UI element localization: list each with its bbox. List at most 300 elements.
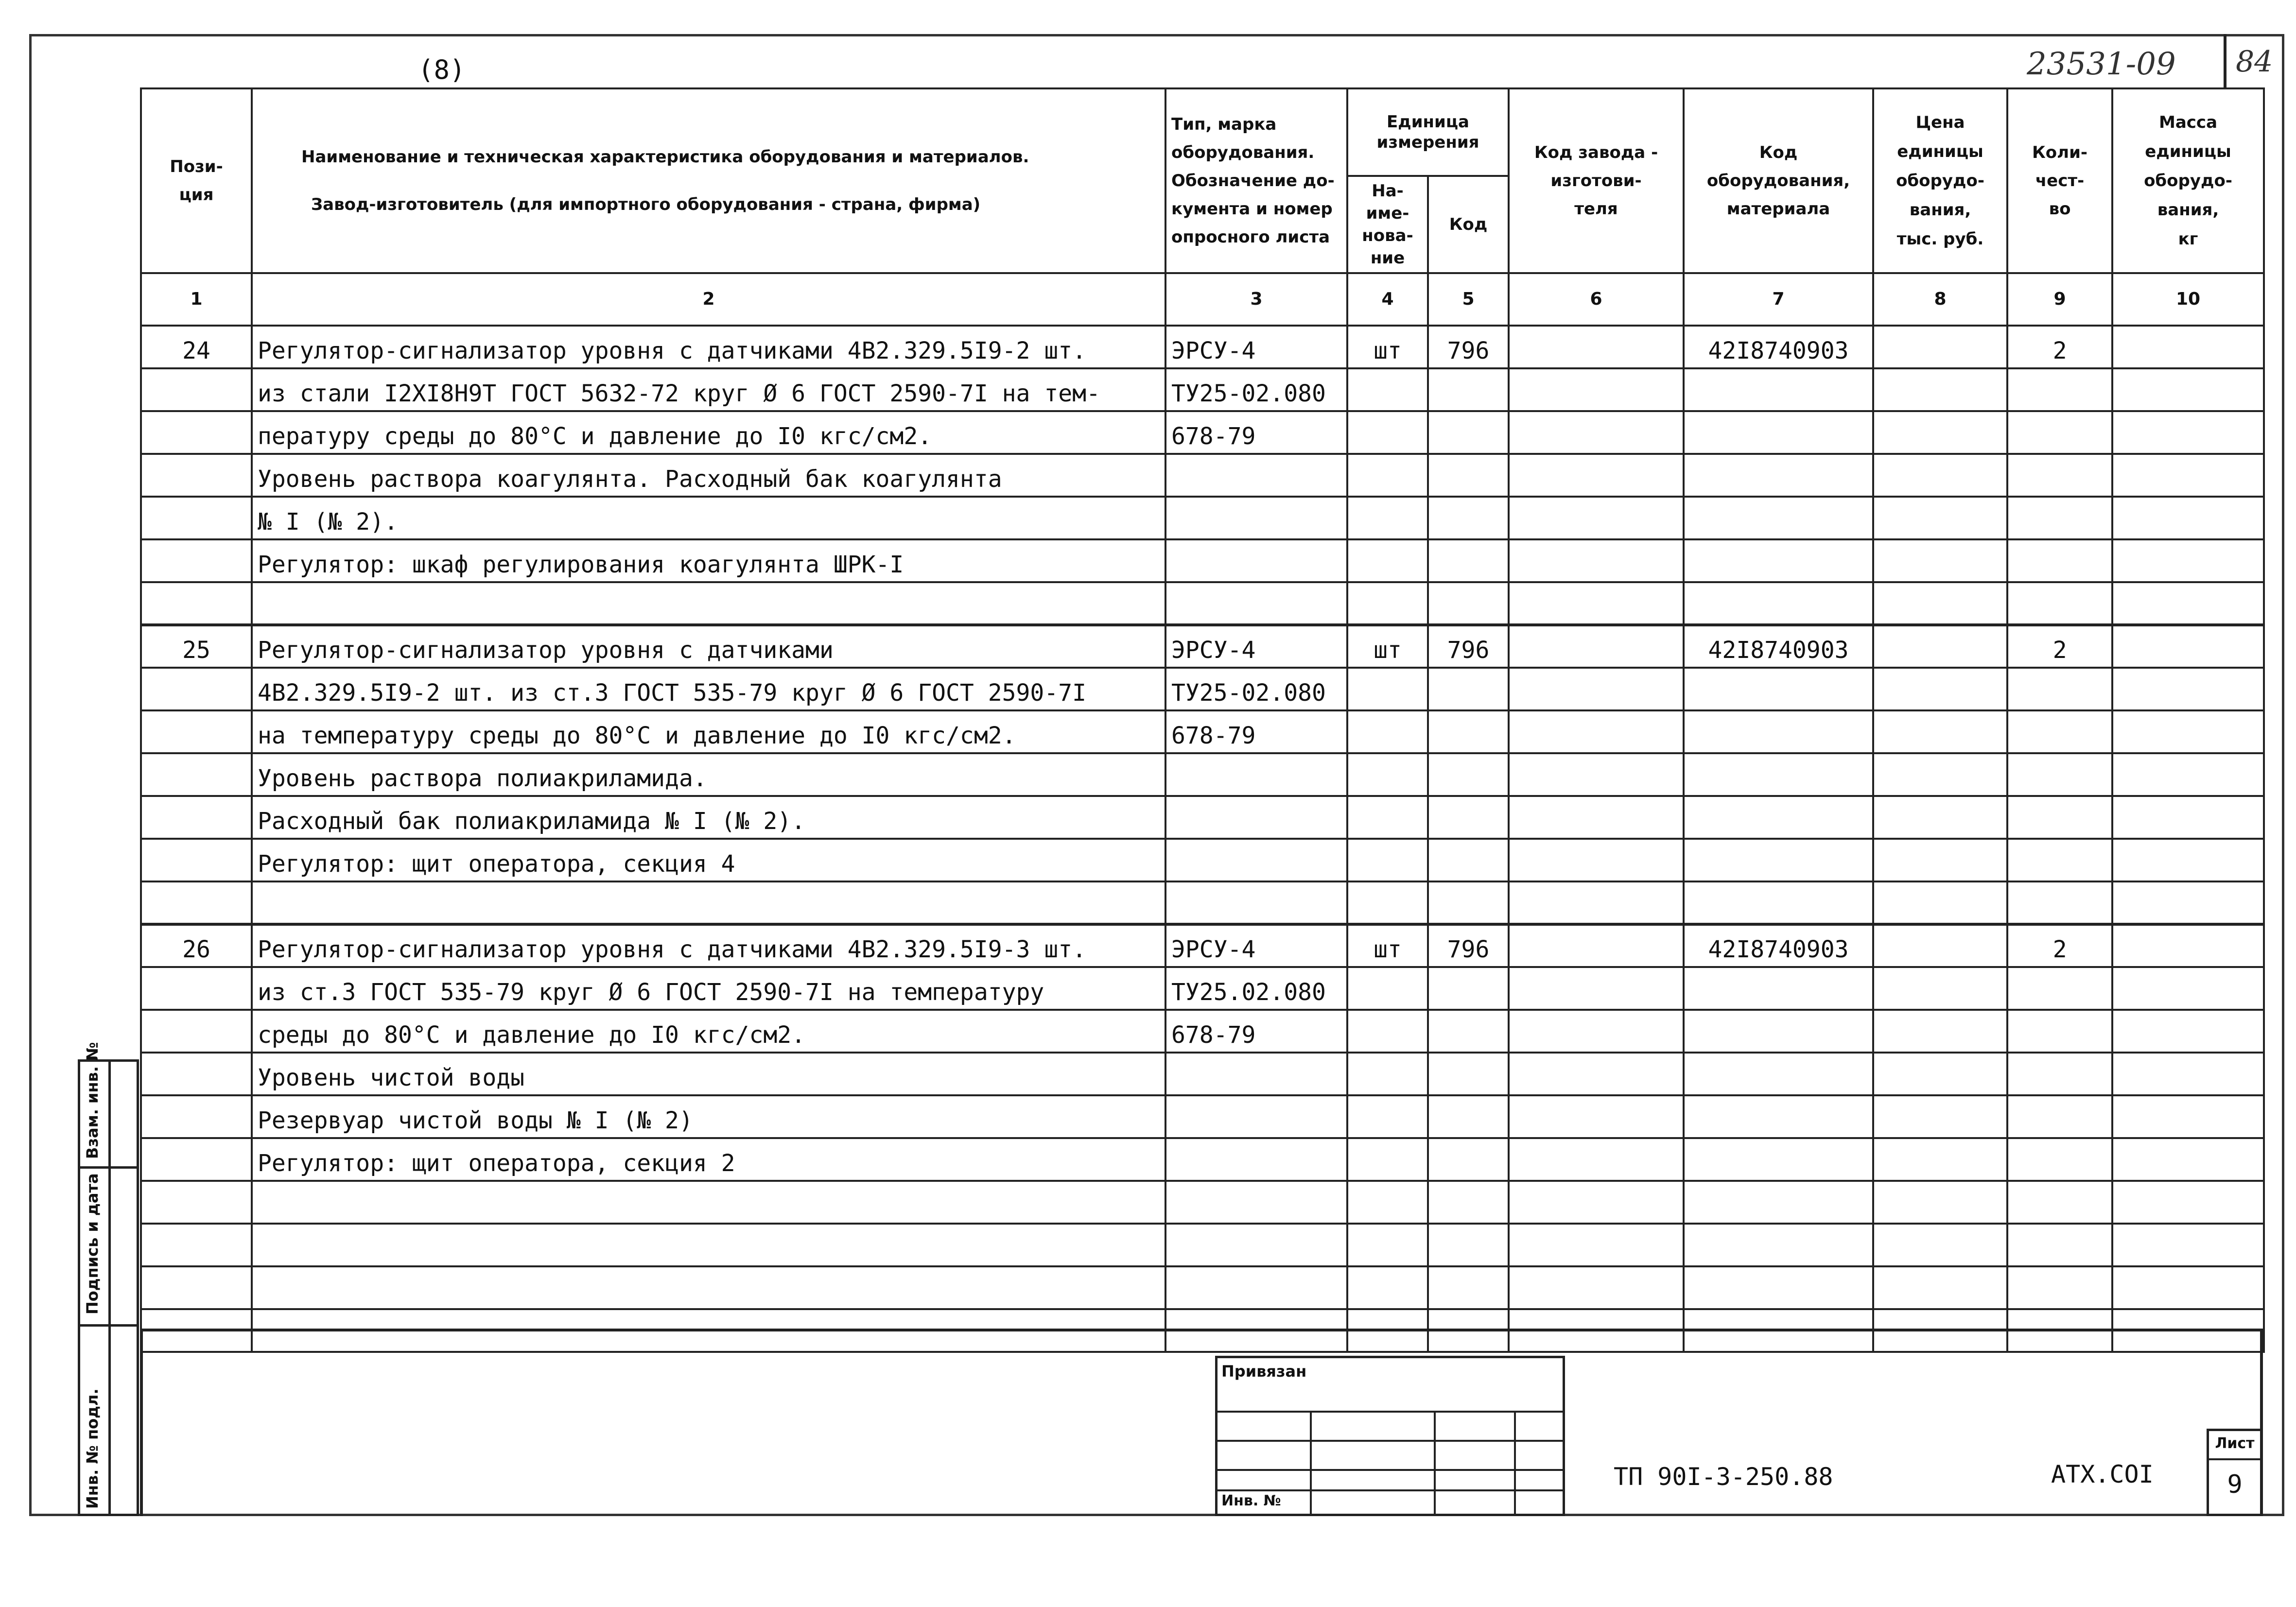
cell-price — [1873, 796, 2007, 839]
cell-qty: 2 — [2007, 326, 2112, 368]
cell-qty — [2007, 1095, 2112, 1138]
cell-name: из стали I2XI8H9T ГОСТ 5632-72 круг Ø 6 ГОСТ 2590-7I на тем- — [252, 368, 1165, 411]
cell-unit — [1347, 839, 1428, 881]
cell-mass — [2112, 582, 2264, 625]
cell-factory — [1509, 710, 1684, 753]
cell-factory — [1509, 881, 1684, 924]
cell-type — [1165, 1266, 1347, 1309]
cell-mass — [2112, 497, 2264, 539]
cell-unit-code — [1428, 411, 1509, 454]
cell-price — [1873, 924, 2007, 967]
cell-unit-code — [1428, 839, 1509, 881]
sheet-box — [2207, 1429, 2263, 1516]
cell-unit-code — [1428, 497, 1509, 539]
cell-code — [1684, 710, 1873, 753]
cell-code — [1684, 411, 1873, 454]
cell-qty — [2007, 753, 2112, 796]
cell-pos — [141, 881, 252, 924]
cell-qty — [2007, 710, 2112, 753]
specification-body — [141, 326, 2264, 1352]
cell-name: Регулятор-сигнализатор уровня с датчиками — [252, 625, 1165, 668]
cell-price — [1873, 1053, 2007, 1095]
cell-pos — [141, 539, 252, 582]
table-row — [141, 326, 2264, 368]
cell-factory — [1509, 839, 1684, 881]
cell-name — [252, 582, 1165, 625]
cell-name: на температуру среды до 80°С и давление до I0 кгс/см2. — [252, 710, 1165, 753]
cell-factory — [1509, 454, 1684, 497]
cell-code — [1684, 1010, 1873, 1053]
cell-unit-code — [1428, 967, 1509, 1010]
cell-mass — [2112, 539, 2264, 582]
cell-type: ЭРСУ-4 — [1165, 924, 1347, 967]
cell-price — [1873, 326, 2007, 368]
stamp-line — [1218, 1440, 1563, 1442]
cell-pos — [141, 1266, 252, 1309]
specification-table — [140, 87, 2265, 1353]
cell-unit — [1347, 411, 1428, 454]
cell-name: № I (№ 2). — [252, 497, 1165, 539]
cell-pos — [141, 1138, 252, 1181]
cell-factory — [1509, 1224, 1684, 1266]
cell-mass — [2112, 710, 2264, 753]
cell-unit — [1347, 1138, 1428, 1181]
table-row — [141, 796, 2264, 839]
cell-type — [1165, 1181, 1347, 1224]
left-stamp-strip — [78, 1042, 139, 1516]
cell-factory — [1509, 1138, 1684, 1181]
cell-price — [1873, 1010, 2007, 1053]
table-row — [141, 411, 2264, 454]
cell-code — [1684, 582, 1873, 625]
cell-mass — [2112, 753, 2264, 796]
cell-unit — [1347, 1266, 1428, 1309]
cell-name: Резервуар чистой воды № I (№ 2) — [252, 1095, 1165, 1138]
cell-price — [1873, 881, 2007, 924]
inv-no-label: Инв. № — [1221, 1492, 1281, 1509]
cell-price — [1873, 710, 2007, 753]
cell-code — [1684, 497, 1873, 539]
cell-name — [252, 1266, 1165, 1309]
cell-mass — [2112, 881, 2264, 924]
col-number: 9 — [2007, 273, 2112, 326]
cell-factory — [1509, 368, 1684, 411]
cell-factory — [1509, 1053, 1684, 1095]
cell-price — [1873, 1181, 2007, 1224]
cell-mass — [2112, 1224, 2264, 1266]
cell-mass — [2112, 411, 2264, 454]
cell-type — [1165, 1138, 1347, 1181]
col-number: 8 — [1873, 273, 2007, 326]
cell-mass — [2112, 967, 2264, 1010]
cell-pos — [141, 1010, 252, 1053]
cell-unit — [1347, 668, 1428, 710]
cell-code — [1684, 454, 1873, 497]
cell-unit — [1347, 1181, 1428, 1224]
cell-type — [1165, 881, 1347, 924]
cell-unit-code: 796 — [1428, 326, 1509, 368]
table-row — [141, 497, 2264, 539]
table-row — [141, 582, 2264, 625]
cell-factory — [1509, 668, 1684, 710]
cell-price — [1873, 368, 2007, 411]
cell-type: ТУ25-02.080 — [1165, 668, 1347, 710]
cell-qty — [2007, 839, 2112, 881]
cell-code — [1684, 1224, 1873, 1266]
cell-type: ТУ25.02.080 — [1165, 967, 1347, 1010]
header-unit-code: Код — [1428, 176, 1509, 273]
cell-unit — [1347, 1224, 1428, 1266]
cell-qty — [2007, 497, 2112, 539]
cell-factory — [1509, 497, 1684, 539]
cell-name: Расходный бак полиакриламида № I (№ 2). — [252, 796, 1165, 839]
stamp-line — [1218, 1411, 1563, 1413]
header-price: Цена единицы оборудо- вания, тыс. руб. — [1873, 88, 2007, 273]
cell-unit — [1347, 368, 1428, 411]
cell-name — [252, 1224, 1165, 1266]
cell-code — [1684, 1095, 1873, 1138]
col-number: 10 — [2112, 273, 2264, 326]
cell-factory — [1509, 411, 1684, 454]
sheet-label: Лист — [2215, 1435, 2255, 1452]
sheet-number: 9 — [2227, 1470, 2243, 1499]
cell-factory — [1509, 625, 1684, 668]
cell-price — [1873, 411, 2007, 454]
table-row — [141, 1095, 2264, 1138]
cell-code — [1684, 881, 1873, 924]
cell-type — [1165, 839, 1347, 881]
cell-qty: 2 — [2007, 625, 2112, 668]
cell-unit — [1347, 753, 1428, 796]
cell-pos — [141, 1181, 252, 1224]
table-row — [141, 1181, 2264, 1224]
cell-name: Регулятор: шкаф регулирования коагулянта ШРК-I — [252, 539, 1165, 582]
cell-unit — [1347, 710, 1428, 753]
cell-name: Регулятор-сигнализатор уровня с датчиками 4В2.329.5I9-3 шт. — [252, 924, 1165, 967]
cell-factory — [1509, 1181, 1684, 1224]
cell-pos — [141, 668, 252, 710]
cell-unit — [1347, 881, 1428, 924]
header-unit: Единица измерения — [1347, 88, 1509, 176]
col-number: 3 — [1165, 273, 1347, 326]
cell-type — [1165, 796, 1347, 839]
cell-code — [1684, 796, 1873, 839]
cell-pos — [141, 967, 252, 1010]
cell-code — [1684, 1266, 1873, 1309]
table-row — [141, 710, 2264, 753]
cell-type — [1165, 582, 1347, 625]
stamp-col — [1434, 1411, 1436, 1514]
cell-qty — [2007, 1138, 2112, 1181]
table-row — [141, 967, 2264, 1010]
cell-code — [1684, 753, 1873, 796]
cell-unit-code — [1428, 539, 1509, 582]
cell-mass — [2112, 796, 2264, 839]
cell-price — [1873, 539, 2007, 582]
cell-type — [1165, 539, 1347, 582]
cell-pos: 25 — [141, 625, 252, 668]
cell-factory — [1509, 796, 1684, 839]
cell-mass — [2112, 1138, 2264, 1181]
cell-type: ЭРСУ-4 — [1165, 625, 1347, 668]
cell-name: пературу среды до 80°С и давление до I0 кгс/см2. — [252, 411, 1165, 454]
cell-code — [1684, 1138, 1873, 1181]
cell-unit: шт — [1347, 625, 1428, 668]
cell-pos — [141, 1053, 252, 1095]
table-row — [141, 454, 2264, 497]
cell-unit-code — [1428, 1095, 1509, 1138]
cell-mass — [2112, 1266, 2264, 1309]
header-unit-name: На- име- нова- ние — [1347, 176, 1428, 273]
inv-podl-label: Инв. № подл. — [83, 1388, 102, 1509]
cell-name: Уровень чистой воды — [252, 1053, 1165, 1095]
cell-unit — [1347, 1053, 1428, 1095]
strip-divider — [108, 1062, 111, 1514]
handwritten-doc-number: 23531-09 — [2027, 46, 2176, 82]
cell-type: 678-79 — [1165, 411, 1347, 454]
cell-qty — [2007, 668, 2112, 710]
cell-unit-code — [1428, 753, 1509, 796]
cell-pos — [141, 796, 252, 839]
cell-price — [1873, 753, 2007, 796]
frame-left-rule — [140, 1329, 143, 1516]
cell-name: Уровень раствора полиакриламида. — [252, 753, 1165, 796]
table-row — [141, 539, 2264, 582]
inv-vzam-label: Взам. инв. № — [83, 1042, 102, 1159]
cell-qty — [2007, 454, 2112, 497]
cell-unit-code — [1428, 796, 1509, 839]
cell-qty — [2007, 582, 2112, 625]
cell-price — [1873, 967, 2007, 1010]
cell-unit — [1347, 539, 1428, 582]
header-factory-code: Код завода - изготови- теля — [1509, 88, 1684, 273]
col-number: 5 — [1428, 273, 1509, 326]
cell-qty — [2007, 539, 2112, 582]
cell-unit: шт — [1347, 326, 1428, 368]
cell-code — [1684, 1053, 1873, 1095]
cell-factory — [1509, 326, 1684, 368]
cell-qty — [2007, 1010, 2112, 1053]
cell-unit: шт — [1347, 924, 1428, 967]
cell-pos — [141, 497, 252, 539]
cell-pos: 26 — [141, 924, 252, 967]
cell-type: ЭРСУ-4 — [1165, 326, 1347, 368]
page-label: (8) — [418, 54, 466, 85]
cell-qty — [2007, 1266, 2112, 1309]
table-row — [141, 668, 2264, 710]
table-row — [141, 1224, 2264, 1266]
corner-divider — [2224, 34, 2226, 87]
cell-qty — [2007, 1053, 2112, 1095]
cell-unit-code — [1428, 1266, 1509, 1309]
sheet-divider — [2209, 1458, 2261, 1460]
stamp-col — [1514, 1411, 1516, 1514]
cell-code — [1684, 368, 1873, 411]
cell-unit-code — [1428, 881, 1509, 924]
cell-unit — [1347, 1095, 1428, 1138]
cell-unit-code — [1428, 1010, 1509, 1053]
cell-price — [1873, 668, 2007, 710]
cell-type: 678-79 — [1165, 710, 1347, 753]
cell-unit-code — [1428, 668, 1509, 710]
table-row — [141, 924, 2264, 967]
header-quantity: Коли- чест- во — [2007, 88, 2112, 273]
cell-price — [1873, 582, 2007, 625]
cell-factory — [1509, 1095, 1684, 1138]
cell-type — [1165, 497, 1347, 539]
header-name: Наименование и техническая характеристика оборудования и материалов. Завод-изготовитель (для импортного оборудования - страна, фирма) — [252, 88, 1165, 273]
cell-name — [252, 881, 1165, 924]
cell-type — [1165, 1053, 1347, 1095]
cell-pos: 24 — [141, 326, 252, 368]
cell-pos — [141, 411, 252, 454]
cell-unit — [1347, 582, 1428, 625]
cell-unit-code — [1428, 454, 1509, 497]
table-row — [141, 1053, 2264, 1095]
cell-price — [1873, 839, 2007, 881]
cell-type: 678-79 — [1165, 1010, 1347, 1053]
cell-name: Регулятор: щит оператора, секция 4 — [252, 839, 1165, 881]
cell-qty — [2007, 1224, 2112, 1266]
cell-price — [1873, 1266, 2007, 1309]
col-number: 2 — [252, 273, 1165, 326]
table-row — [141, 368, 2264, 411]
table-row — [141, 1010, 2264, 1053]
doc-code: АТХ.COI — [2051, 1460, 2154, 1488]
cell-mass — [2112, 368, 2264, 411]
cell-qty — [2007, 796, 2112, 839]
table-row — [141, 839, 2264, 881]
stamp-line — [1218, 1469, 1563, 1471]
cell-pos — [141, 582, 252, 625]
cell-qty: 2 — [2007, 924, 2112, 967]
col-number: 7 — [1684, 273, 1873, 326]
col-number: 1 — [141, 273, 252, 326]
cell-factory — [1509, 1010, 1684, 1053]
cell-code: 42I8740903 — [1684, 326, 1873, 368]
header-equipment-code: Код оборудования, материала — [1684, 88, 1873, 273]
cell-unit — [1347, 497, 1428, 539]
cell-type — [1165, 454, 1347, 497]
privyazan-stamp — [1215, 1356, 1565, 1516]
cell-name: Регулятор: щит оператора, секция 2 — [252, 1138, 1165, 1181]
cell-unit-code: 796 — [1428, 625, 1509, 668]
cell-mass — [2112, 668, 2264, 710]
cell-pos — [141, 710, 252, 753]
header-mass: Масса единицы оборудо- вания, кг — [2112, 88, 2264, 273]
cell-name: Уровень раствора коагулянта. Расходный бак коагулянта — [252, 454, 1165, 497]
cell-pos — [141, 368, 252, 411]
cell-unit-code: 796 — [1428, 924, 1509, 967]
cell-mass — [2112, 1010, 2264, 1053]
cell-unit-code — [1428, 368, 1509, 411]
cell-name: Регулятор-сигнализатор уровня с датчиками 4В2.329.5I9-2 шт. — [252, 326, 1165, 368]
cell-name — [252, 1181, 1165, 1224]
cell-code — [1684, 539, 1873, 582]
cell-unit — [1347, 1010, 1428, 1053]
cell-factory — [1509, 1266, 1684, 1309]
cell-name: 4В2.329.5I9-2 шт. из ст.3 ГОСТ 535-79 круг Ø 6 ГОСТ 2590-7I — [252, 668, 1165, 710]
cell-factory — [1509, 967, 1684, 1010]
cell-code — [1684, 668, 1873, 710]
table-row — [141, 625, 2264, 668]
cell-qty — [2007, 881, 2112, 924]
cell-unit-code — [1428, 1181, 1509, 1224]
cell-code — [1684, 1181, 1873, 1224]
header-type: Тип, марка оборудования. Обозначение до- кумента и номер опросного листа — [1165, 88, 1347, 273]
privyazan-label: Привязан — [1221, 1362, 1307, 1381]
cell-mass — [2112, 625, 2264, 668]
sign-date-label: Подпись и дата — [83, 1173, 102, 1314]
cell-unit-code — [1428, 1224, 1509, 1266]
cell-qty — [2007, 411, 2112, 454]
cell-price — [1873, 1224, 2007, 1266]
corner-page-number: 84 — [2236, 45, 2273, 79]
cell-factory — [1509, 582, 1684, 625]
header-position: Пози- ция — [141, 88, 252, 273]
cell-name: из ст.3 ГОСТ 535-79 круг Ø 6 ГОСТ 2590-7I на температуру — [252, 967, 1165, 1010]
cell-pos — [141, 1095, 252, 1138]
cell-price — [1873, 1095, 2007, 1138]
cell-type — [1165, 753, 1347, 796]
stamp-line — [1218, 1489, 1563, 1491]
table-row — [141, 881, 2264, 924]
table-row — [141, 1138, 2264, 1181]
cell-unit — [1347, 454, 1428, 497]
cell-unit-code — [1428, 1138, 1509, 1181]
cell-qty — [2007, 1181, 2112, 1224]
cell-pos — [141, 454, 252, 497]
cell-type: ТУ25-02.080 — [1165, 368, 1347, 411]
cell-pos — [141, 1224, 252, 1266]
cell-qty — [2007, 368, 2112, 411]
cell-mass — [2112, 454, 2264, 497]
cell-code — [1684, 839, 1873, 881]
cell-price — [1873, 497, 2007, 539]
col-number: 4 — [1347, 273, 1428, 326]
cell-type — [1165, 1095, 1347, 1138]
cell-price — [1873, 1138, 2007, 1181]
frame-bottom-rule — [140, 1329, 2263, 1331]
cell-qty — [2007, 967, 2112, 1010]
cell-factory — [1509, 924, 1684, 967]
cell-name: среды до 80°С и давление до I0 кгс/см2. — [252, 1010, 1165, 1053]
cell-price — [1873, 454, 2007, 497]
cell-factory — [1509, 753, 1684, 796]
cell-unit-code — [1428, 1053, 1509, 1095]
cell-code: 42I8740903 — [1684, 924, 1873, 967]
cell-pos — [141, 839, 252, 881]
cell-price — [1873, 625, 2007, 668]
cell-mass — [2112, 839, 2264, 881]
cell-pos — [141, 753, 252, 796]
cell-unit-code — [1428, 710, 1509, 753]
cell-code: 42I8740903 — [1684, 625, 1873, 668]
table-row — [141, 1266, 2264, 1309]
cell-code — [1684, 967, 1873, 1010]
cell-unit-code — [1428, 582, 1509, 625]
cell-factory — [1509, 539, 1684, 582]
cell-unit — [1347, 796, 1428, 839]
cell-mass — [2112, 1181, 2264, 1224]
cell-mass — [2112, 326, 2264, 368]
cell-mass — [2112, 924, 2264, 967]
cell-type — [1165, 1224, 1347, 1266]
cell-mass — [2112, 1095, 2264, 1138]
table-row — [141, 753, 2264, 796]
stamp-col — [1310, 1411, 1312, 1514]
cell-mass — [2112, 1053, 2264, 1095]
